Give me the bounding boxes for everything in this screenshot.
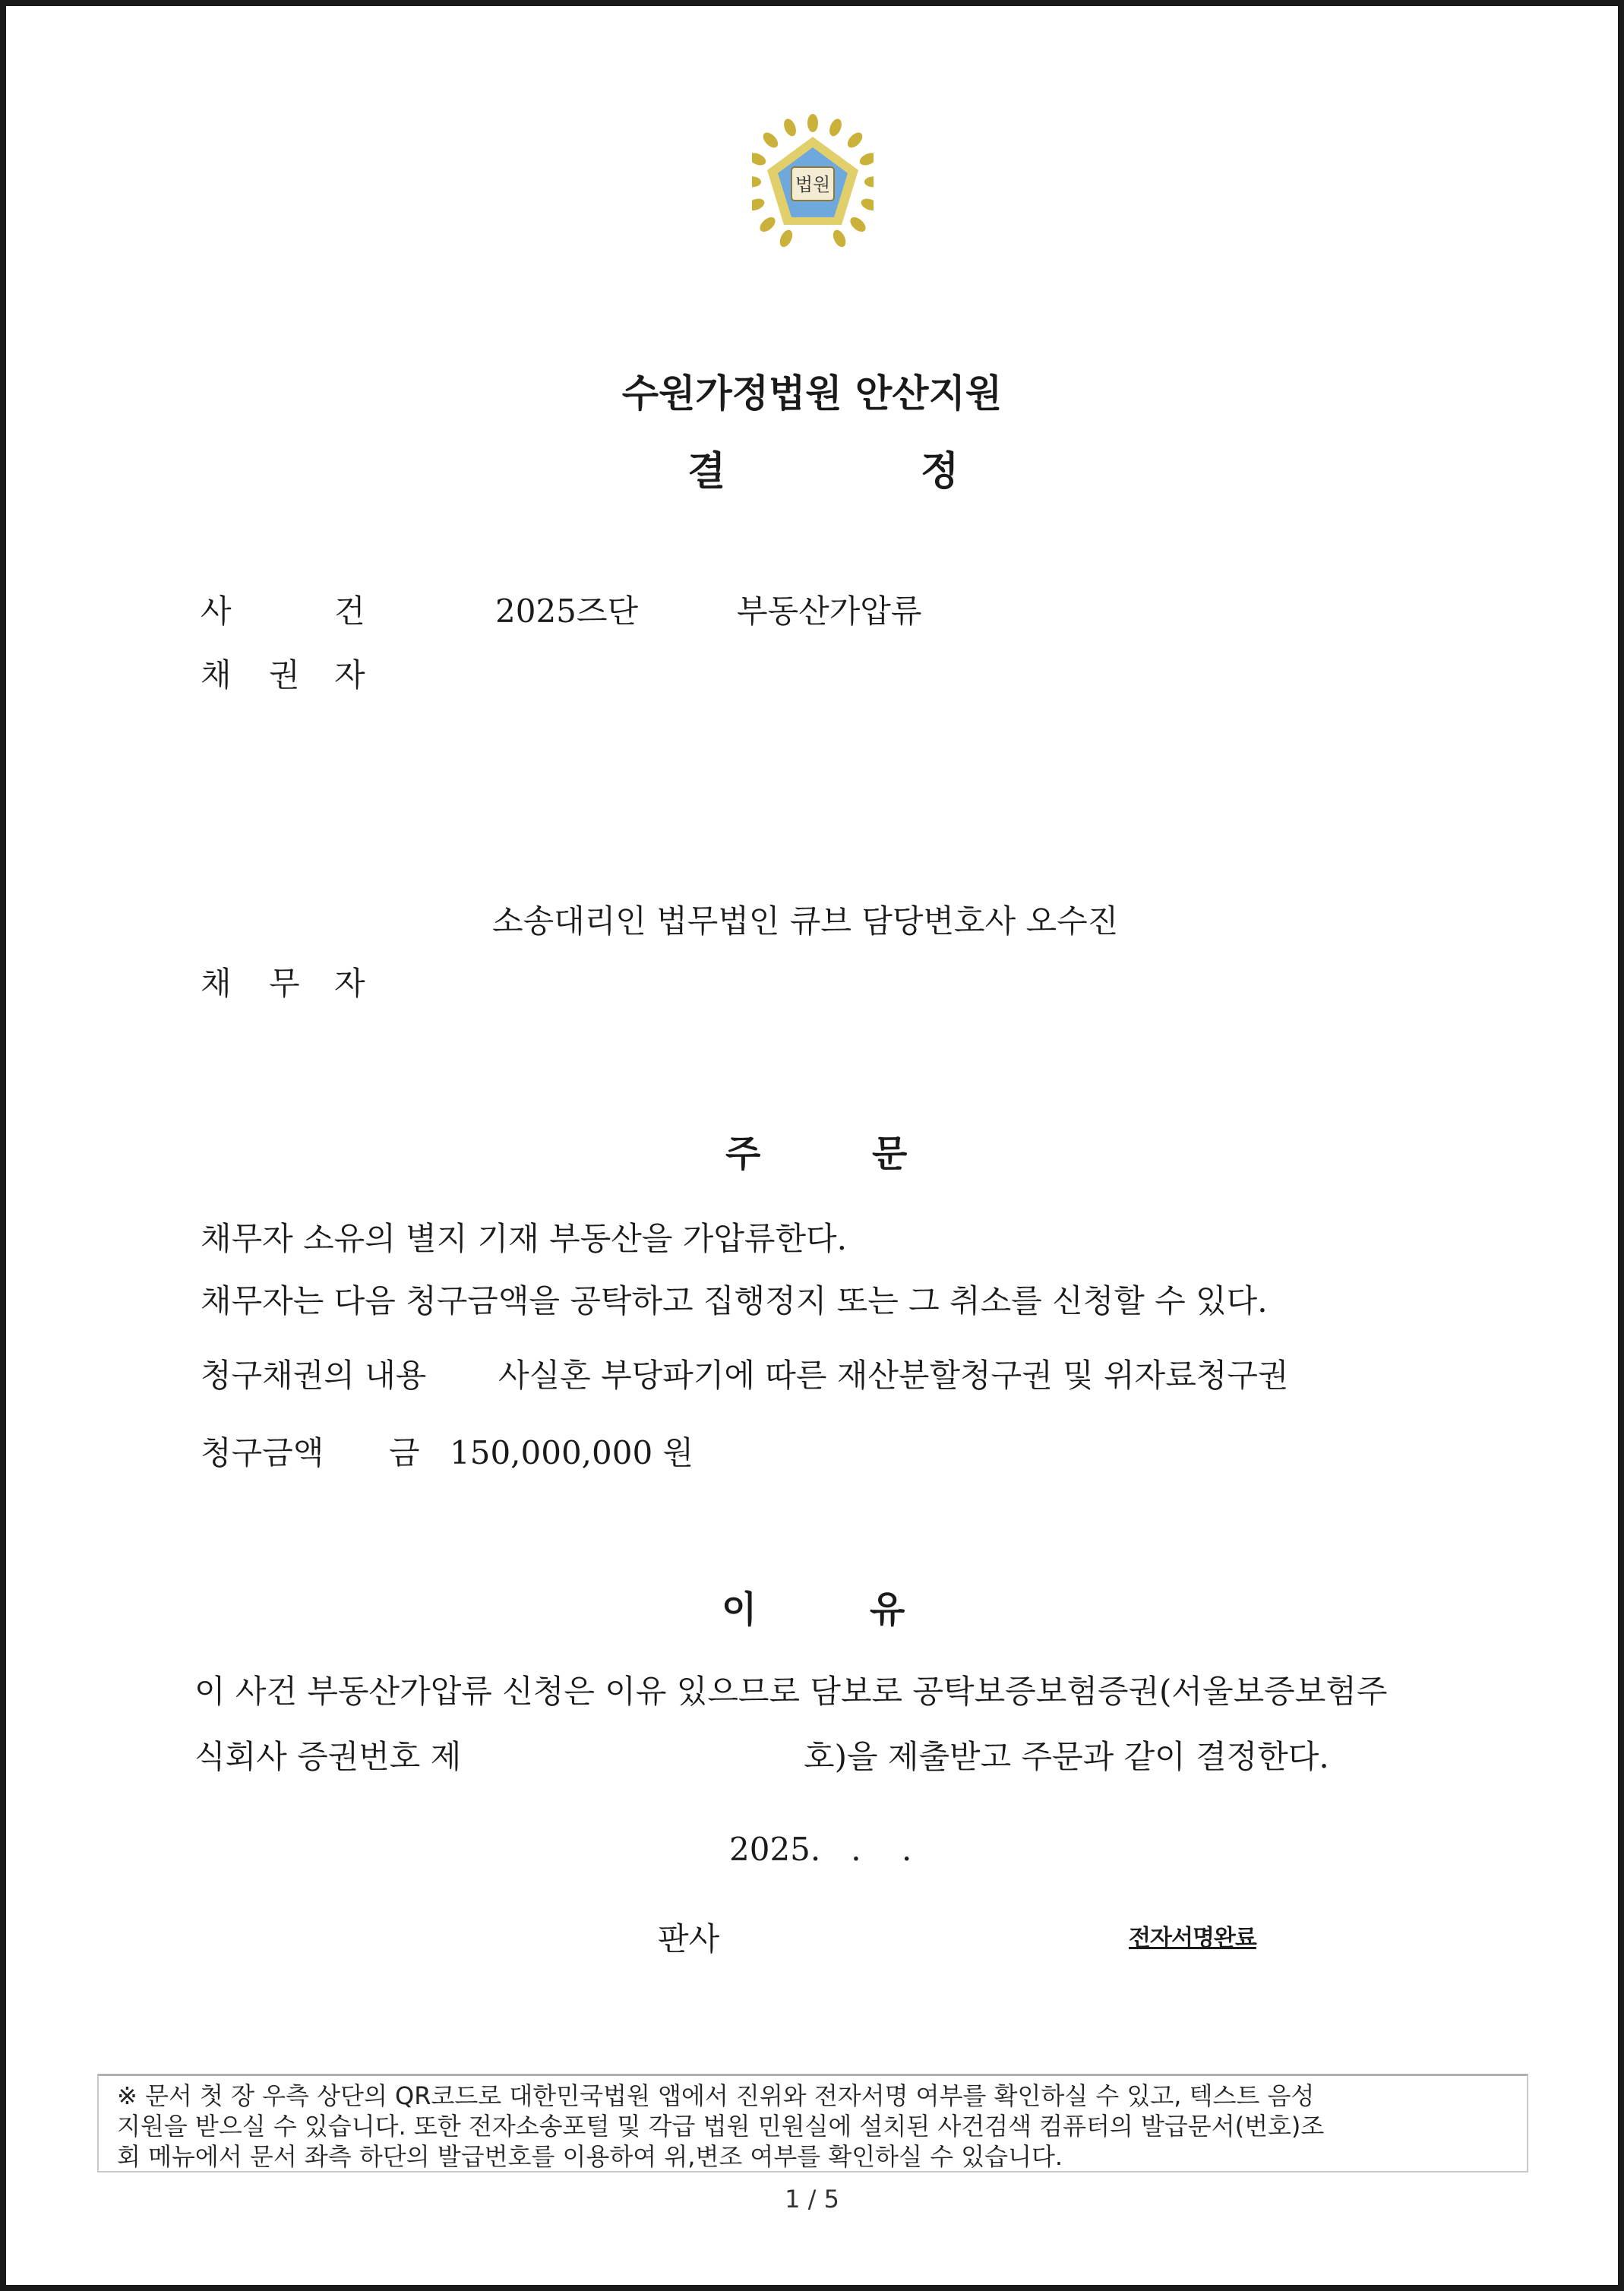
case-number: 2025즈단 — [495, 592, 639, 630]
page-number: 1 / 5 — [785, 2185, 839, 2214]
claim-content: 사실혼 부당파기에 따른 재산분할청구권 및 위자료청구권 — [498, 1357, 1289, 1394]
judge-label: 판사 — [658, 1920, 720, 1958]
claim-label: 청구채권의 내용 — [201, 1357, 427, 1394]
creditor-representative: 소송대리인 법무법인 큐브 담당변호사 오수진 — [492, 902, 1119, 940]
case-label-char-2: 건 — [334, 592, 365, 630]
decision-date: 2025. . . — [729, 1831, 912, 1868]
debtor-label-char-1: 채 — [201, 965, 232, 1002]
creditor-label-char-1: 채 — [201, 656, 232, 694]
document-title-left: 결 — [687, 448, 726, 495]
reason-line-2-end: 호)을 제출받고 주문과 같이 결정한다. — [804, 1738, 1329, 1775]
order-line-2: 채무자는 다음 청구금액을 공탁하고 집행정지 또는 그 취소를 신청할 수 있다. — [201, 1282, 1268, 1319]
creditor-label-char-2: 권 — [269, 656, 300, 694]
case-label-char-1: 사 — [201, 592, 232, 630]
notice-line-3: 회 메뉴에서 문서 좌측 하단의 발급번호를 이용하여 위,변조 여부를 확인하실 수 있습니다. — [117, 2142, 1063, 2171]
reason-line-1: 이 사건 부동산가압류 신청은 이유 있으므로 담보로 공탁보증보험증권(서울보증보험주 — [194, 1673, 1388, 1710]
order-title-right: 문 — [872, 1133, 908, 1175]
reason-title-left: 이 — [722, 1588, 757, 1631]
svg-text:법원: 법원 — [795, 174, 831, 195]
verification-notice-box — [97, 2074, 1528, 2172]
amount-value: 150,000,000 원 — [450, 1434, 694, 1471]
reason-line-2-start: 식회사 증권번호 제 — [194, 1738, 462, 1775]
debtor-label-char-2: 무 — [269, 965, 300, 1002]
document-title-right: 정 — [921, 448, 959, 495]
amount-prefix: 금 — [389, 1434, 420, 1471]
notice-line-1: ※ 문서 첫 장 우측 상단의 QR코드로 대한민국법원 앱에서 진위와 전자서명 여부를 확인하실 수 있고, 텍스트 음성 — [117, 2081, 1315, 2110]
notice-line-2: 지원을 받으실 수 있습니다. 또한 전자소송포털 및 각급 법원 민원실에 설치된 사건검색 컴퓨터의 발급문서(번호)조 — [117, 2112, 1325, 2141]
order-title-left: 주 — [725, 1133, 761, 1175]
reason-title-right: 유 — [870, 1588, 905, 1631]
court-emblem-icon — [752, 114, 874, 254]
amount-label: 청구금액 — [201, 1434, 324, 1471]
creditor-label-char-3: 자 — [334, 656, 365, 694]
case-type: 부동산가압류 — [737, 592, 922, 630]
court-name: 수원가정법원 안산지원 — [621, 371, 1003, 416]
debtor-label-char-3: 자 — [334, 965, 365, 1002]
order-line-1: 채무자 소유의 별지 기재 부동산을 가압류한다. — [201, 1220, 847, 1257]
electronic-signature-status: 전자서명완료 — [1129, 1925, 1256, 1951]
